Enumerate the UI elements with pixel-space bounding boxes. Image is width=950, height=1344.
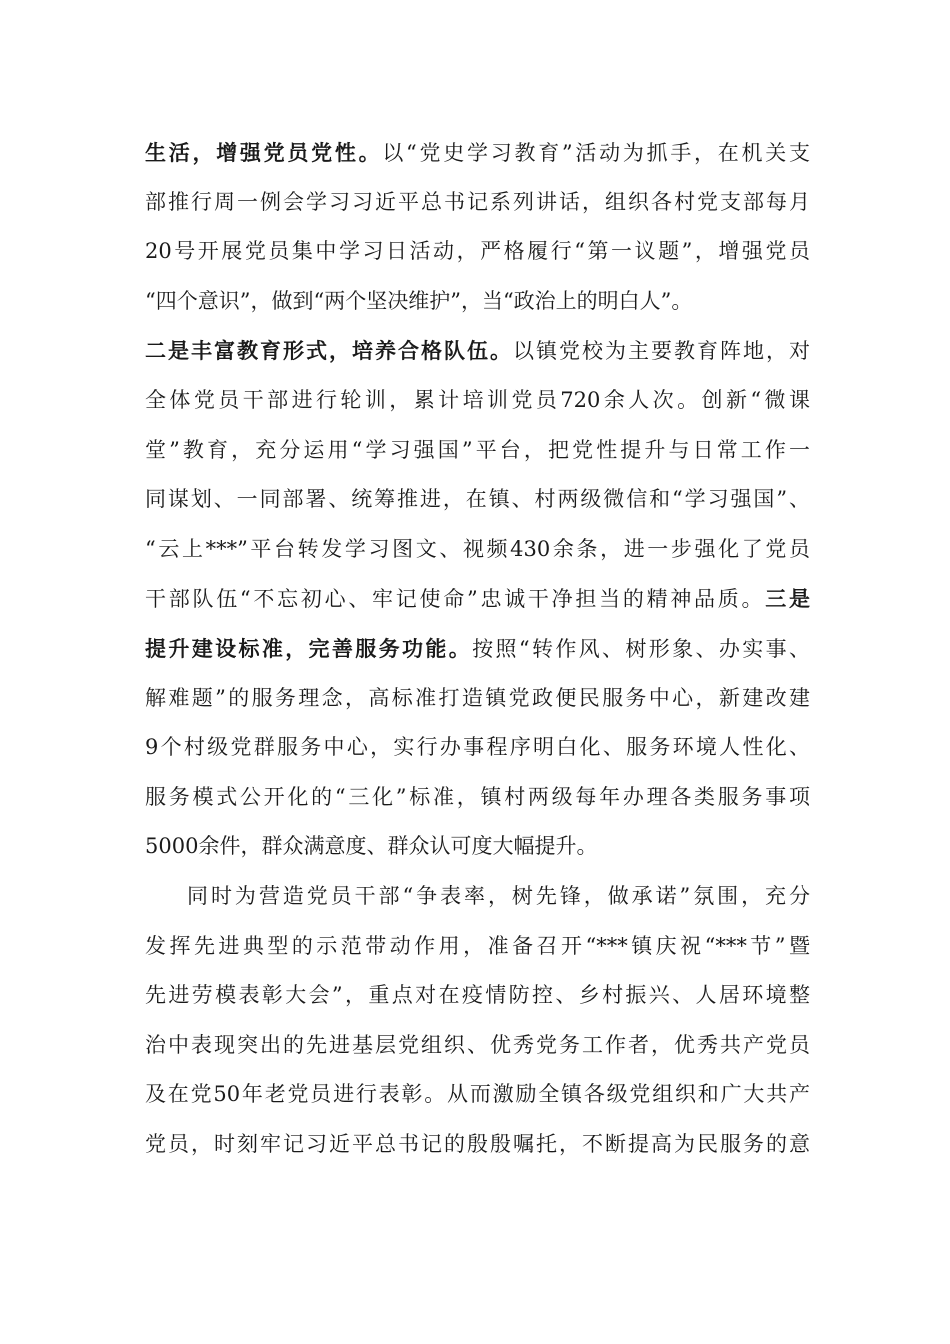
text-segment: “云上***”平台转发学习图文、视频430余条，进一步强化了党员 [145, 536, 810, 561]
text-line [145, 1070, 810, 1120]
text-line [145, 475, 810, 525]
text-line [145, 326, 810, 376]
text-segment: 堂”教育，充分运用“学习强国”平台，把党性提升与日常工作一 [145, 437, 810, 462]
text-segment: 20号开展党员集中学习日活动，严格履行“第一议题”，增强党员 [145, 239, 810, 264]
text-segment: 治中表现突出的先进基层党组织、优秀党务工作者，优秀共产党员 [145, 1032, 810, 1057]
text-line [145, 822, 810, 872]
text-line [145, 227, 810, 277]
text-segment: 干部队伍“不忘初心、牢记使命”忠诚干净担当的精神品质。 [145, 587, 766, 612]
text-segment: 解难题”的服务理念，高标准打造镇党政便民服务中心，新建改建 [145, 685, 810, 710]
text-segment: 同时为营造党员干部“争表率，树先锋，做承诺”氛围，充分 [187, 883, 810, 908]
text-segment: 党员，时刻牢记习近平总书记的殷殷嘱托，不断提高为民服务的意 [145, 1131, 810, 1156]
text-segment: 按照“转作风、树形象、办实事、 [472, 636, 810, 661]
text-line [145, 574, 810, 624]
text-line [145, 178, 810, 228]
text-segment: 部推行周一例会学习习近平总书记系列讲话，组织各村党支部每月 [145, 189, 810, 214]
text-line [145, 922, 810, 972]
text-line [145, 872, 810, 922]
text-segment: 全体党员干部进行轮训，累计培训党员720余人次。创新“微课 [145, 387, 810, 412]
text-segment: 同谋划、一同部署、统筹推进，在镇、村两级微信和“学习强国”、 [145, 487, 810, 512]
text-segment: 5000余件，群众满意度、群众认可度大幅提升。 [145, 834, 598, 859]
bold-heading-segment: 三是 [765, 586, 810, 612]
bold-heading-segment: 提升建设标准，完善服务功能。 [145, 635, 473, 661]
text-line [145, 525, 810, 575]
text-line [145, 773, 810, 823]
text-line [145, 674, 810, 724]
text-line [145, 426, 810, 476]
text-segment: 以镇党校为主要教育阵地，对 [513, 339, 810, 364]
bold-heading-segment: 二是丰富教育形式，培养合格队伍。 [145, 338, 513, 364]
text-line [145, 1021, 810, 1071]
text-line [145, 277, 810, 327]
text-line [145, 1120, 810, 1170]
text-segment: 发挥先进典型的示范带动作用，准备召开“***镇庆祝“***节”暨 [145, 933, 810, 958]
text-segment: 先进劳模表彰大会”，重点对在疫情防控、乡村振兴、人居环境整 [145, 983, 810, 1008]
body-text [145, 128, 810, 1169]
text-line [145, 971, 810, 1021]
text-line [145, 624, 810, 674]
text-segment: 9个村级党群服务中心，实行办事程序明白化、服务环境人性化、 [145, 735, 810, 760]
text-line [145, 128, 810, 178]
text-line [145, 723, 810, 773]
text-segment: 服务模式公开化的“三化”标准，镇村两级每年办理各类服务事项 [145, 784, 810, 809]
text-line [145, 376, 810, 426]
bold-heading-segment: 生活，增强党员党性。 [145, 140, 383, 165]
text-segment: “四个意识”，做到“两个坚决维护”，当“政治上的明白人”。 [145, 288, 693, 313]
text-segment: 以“党史学习教育”活动为抓手，在机关支 [382, 141, 810, 165]
text-segment: 及在党50年老党员进行表彰。从而激励全镇各级党组织和广大共产 [145, 1082, 810, 1107]
